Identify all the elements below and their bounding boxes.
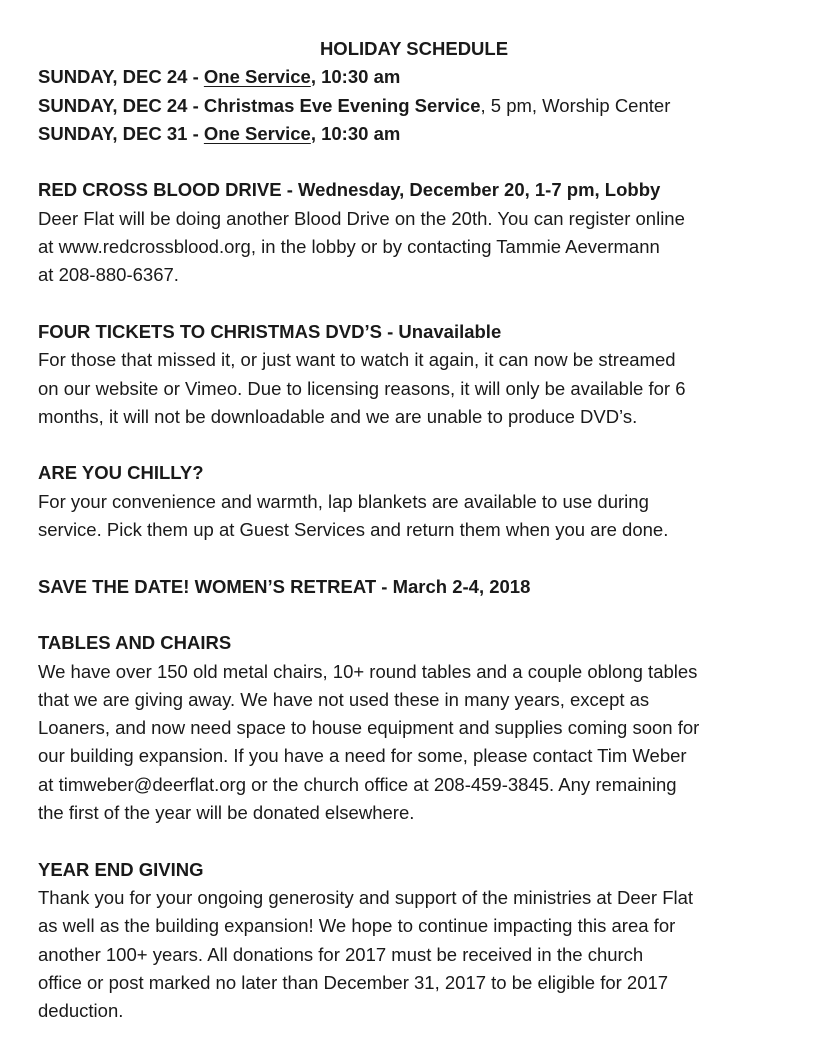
- holiday-row-time: , 10:30 am: [310, 66, 401, 88]
- dvd-heading: FOUR TICKETS TO CHRISTMAS DVD’S - Unavailable: [38, 320, 502, 342]
- chilly-line: service. Pick them up at Guest Services and return them when you are done.: [38, 519, 669, 541]
- holiday-row-day: SUNDAY, DEC 31 -: [38, 122, 204, 144]
- giving-line: another 100+ years. All donations for 2017 must be received in the church: [38, 943, 644, 965]
- tables-line: the first of the year will be donated elsewhere.: [38, 802, 415, 824]
- holiday-row: [38, 120, 808, 148]
- section-gap: [38, 290, 808, 318]
- tables-line: at timweber@deerflat.org or the church office at 208-459-3845. Any remaining: [38, 773, 677, 795]
- dvd-line: on our website or Vimeo. Due to licensing reasons, it will only be available for 6: [38, 377, 686, 399]
- holiday-row-details: , 5 pm, Worship Center: [480, 94, 671, 116]
- holiday-row-time: , 10:30 am: [310, 122, 401, 144]
- holiday-row-day: SUNDAY, DEC 24 -: [38, 66, 204, 88]
- section-gap: [38, 431, 808, 459]
- holiday-row: [38, 63, 808, 91]
- giving-line: office or post marked no later than December 31, 2017 to be eligible for 2017: [38, 971, 669, 993]
- blood-drive-line: at 208-880-6367.: [38, 264, 179, 286]
- blood-drive-line: at www.redcrossblood.org, in the lobby or by contacting Tammie Aevermann: [38, 236, 660, 258]
- holiday-row: [38, 92, 808, 120]
- tables-line: Loaners, and now need space to house equipment and supplies coming soon for: [38, 717, 700, 739]
- giving-line: Thank you for your ongoing generosity and support of the ministries at Deer Flat: [38, 886, 694, 908]
- chilly-line: For your convenience and warmth, lap blankets are available to use during: [38, 490, 649, 512]
- giving-heading: YEAR END GIVING: [38, 858, 204, 880]
- holiday-row-day: SUNDAY, DEC 24 -: [38, 94, 204, 116]
- holiday-schedule-title: HOLIDAY SCHEDULE: [319, 38, 509, 59]
- tables-heading: TABLES AND CHAIRS: [38, 632, 232, 654]
- giving-line: as well as the building expansion! We hope to continue impacting this area for: [38, 915, 676, 937]
- blood-drive-line: Deer Flat will be doing another Blood Drive on the 20th. You can register online: [38, 207, 685, 229]
- dvd-line: months, it will not be downloadable and we are unable to produce DVD’s.: [38, 405, 638, 427]
- section-gap: [38, 601, 808, 629]
- section-gap: [38, 827, 808, 855]
- tables-line: We have over 150 old metal chairs, 10+ round tables and a couple oblong tables: [38, 660, 698, 682]
- tables-line: that we are giving away. We have not used these in many years, except as: [38, 688, 650, 710]
- retreat-heading: SAVE THE DATE! WOMEN’S RETREAT - March 2-4, 2018: [38, 575, 531, 597]
- holiday-row-service: One Service: [203, 66, 311, 88]
- section-gap: [38, 148, 808, 176]
- section-gap: [38, 544, 808, 572]
- dvd-line: For those that missed it, or just want to watch it again, it can now be streamed: [38, 349, 676, 371]
- chilly-heading: ARE YOU CHILLY?: [38, 462, 204, 484]
- blood-drive-heading: RED CROSS BLOOD DRIVE - Wednesday, December 20, 1-7 pm, Lobby: [38, 179, 661, 201]
- holiday-row-service: One Service: [203, 122, 311, 144]
- bulletin-page: [38, 35, 808, 1025]
- giving-line: deduction.: [38, 1000, 124, 1022]
- tables-line: our building expansion. If you have a need for some, please contact Tim Weber: [38, 745, 687, 767]
- holiday-row-service: Christmas Eve Evening Service: [203, 94, 481, 116]
